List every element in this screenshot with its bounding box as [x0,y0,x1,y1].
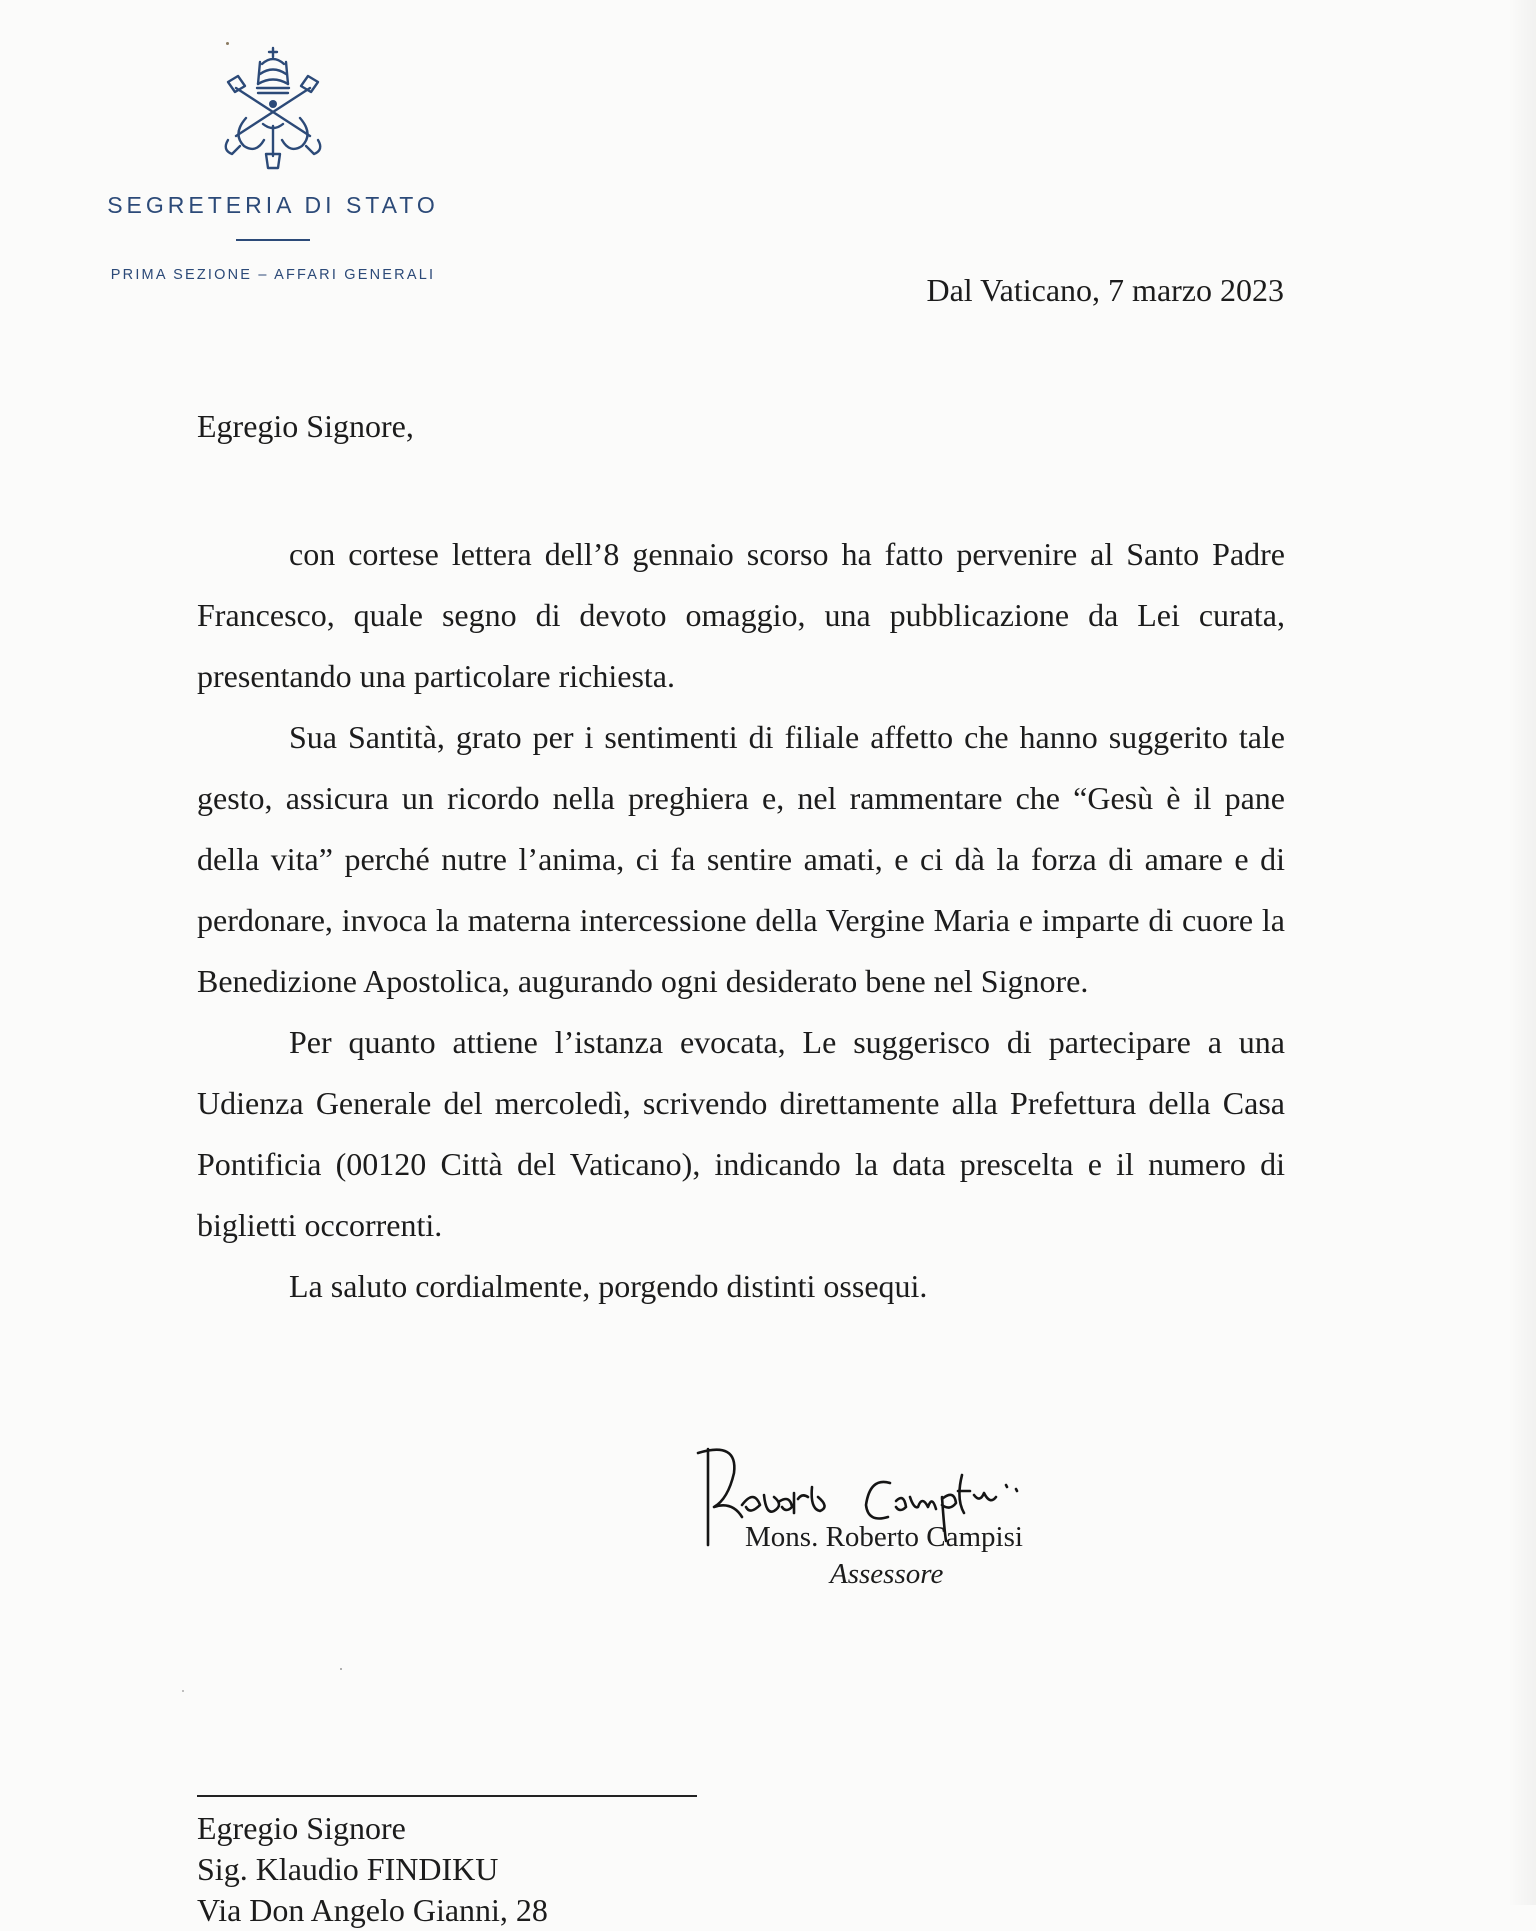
letter-body [197,524,1285,1317]
papal-keys-emblem-icon [218,44,328,174]
paper-speck [340,1668,342,1670]
signer-title: Assessore [830,1558,944,1590]
body-paragraph: Per quanto attiene l’istanza evocata, Le suggerisco di partecipare a una Udienza Generale del mercoledì, scrivendo direttamente alla Prefettura della Casa Pontificia (00120 Città del Vaticano), indicando la data prescelta e il numero di biglietti occorrenti. [197,1024,1285,1243]
body-paragraph: Sua Santità, grato per i sentimenti di filiale affetto che hanno suggerito tale gesto, assicura un ricordo nella preghiera e, nel rammentare che “Gesù è il pane della vita” perché nutre l’anima, ci fa sentire amati, e ci dà la forza di amare e di perdonare, invoca la materna intercessione della Vergine Maria e imparte di cuore la Benedizione Apostolica, augurando ogni desiderato bene nel Signore. [197,719,1285,999]
date-line: Dal Vaticano, 7 marzo 2023 [926,272,1284,308]
letterhead-section: PRIMA SEZIONE – AFFARI GENERALI [110,267,436,283]
recipient-address [197,1808,548,1931]
recipient-street: Via Don Angelo Gianni, 28 [197,1892,548,1928]
letterhead-divider [236,239,310,241]
paper-speck [226,42,229,45]
body-paragraph: con cortese lettera dell’8 gennaio scorso ha fatto pervenire al Santo Padre Francesco, quale segno di devoto omaggio, una pubblicazione da Lei curata, presentando una particolare richiesta. [197,536,1285,694]
paper-speck [182,1690,184,1692]
address-rule [197,1795,697,1797]
recipient-salutation: Egregio Signore [197,1810,406,1846]
letterhead-office-title: SEGRETERIA DI STATO [107,192,439,218]
body-paragraph: La saluto cordialmente, porgendo distinti ossequi. [289,1268,928,1304]
salutation: Egregio Signore, [197,408,414,444]
signer-name: Mons. Roberto Campisi [745,1521,1023,1553]
paper-edge-shadow [1508,0,1536,1905]
recipient-name: Sig. Klaudio FINDIKU [197,1851,499,1887]
